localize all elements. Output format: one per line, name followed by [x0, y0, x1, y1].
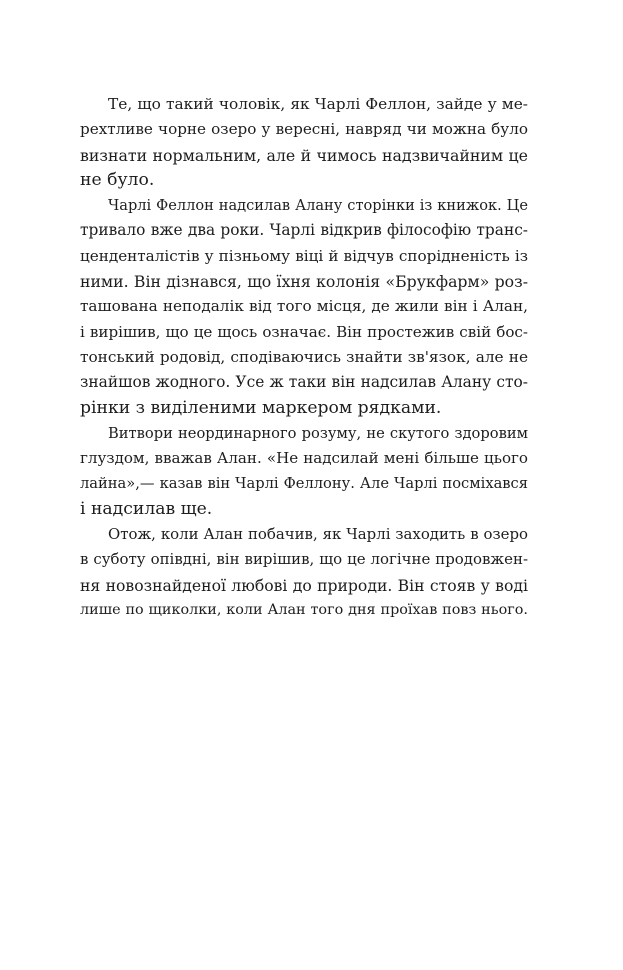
text-line: тонський родовід, сподіваючись знайти зв'язок, але не: [80, 347, 528, 366]
text-line: знайшов жодного. Усе ж таки він надсилав Алану сто-: [80, 373, 528, 392]
text-line: лайна»,— казав він Чарлі Феллону. Але Чарлі посміхався: [80, 475, 528, 493]
text-line: визнати нормальним, але й чимось надзвичайним це: [80, 145, 528, 165]
paragraph-4: [80, 522, 528, 623]
text-line: цендентaлістів у пізньому віці й відчув спорідненість із: [80, 246, 528, 265]
text-line: лише по щиколки, коли Алан того дня проїхав повз нього.: [80, 601, 528, 618]
text-line: ташована неподалік від того місця, де жили він і Алан,: [80, 297, 528, 316]
text-line: ня новознайденої любові до природи. Він стояв у воді: [80, 575, 528, 595]
text-line: не було.: [80, 169, 155, 190]
text-line: глуздом, вважав Алан. «Не надсилай мені більше цього: [80, 449, 528, 468]
paragraph-1: [80, 92, 528, 193]
text-line: і вирішив, що це щось означає. Він простежив свій бос-: [80, 322, 528, 341]
text-line: і надсилав ще.: [80, 498, 213, 519]
body-text: [80, 92, 528, 623]
text-line: Отож, коли Алан побачив, як Чарлі заходить в озеро: [108, 525, 528, 544]
text-line: в суботу опівдні, він вирішив, що це логічне продовжен-: [80, 550, 528, 569]
text-line: Чарлі Феллон надсилав Алану сторінки із книжок. Це: [108, 197, 528, 215]
text-line: рехтливе чорне озеро у вересні, навряд чи можна було: [80, 120, 528, 139]
text-line: тривало вже два роки. Чарлі відкрив філософію транс-: [80, 221, 528, 240]
paragraph-3: [80, 421, 528, 522]
paragraph-2: [80, 193, 528, 421]
text-line: Те, що такий чоловік, як Чарлі Феллон, зайде у ме-: [108, 95, 528, 113]
text-line: Витвори неординарного розуму, не скутого здоровим: [108, 424, 528, 442]
text-line: рінки з виділеними маркером рядками.: [80, 397, 442, 418]
text-line: ними. Він дізнався, що їхня колонія «Брукфарм» роз-: [80, 272, 528, 292]
